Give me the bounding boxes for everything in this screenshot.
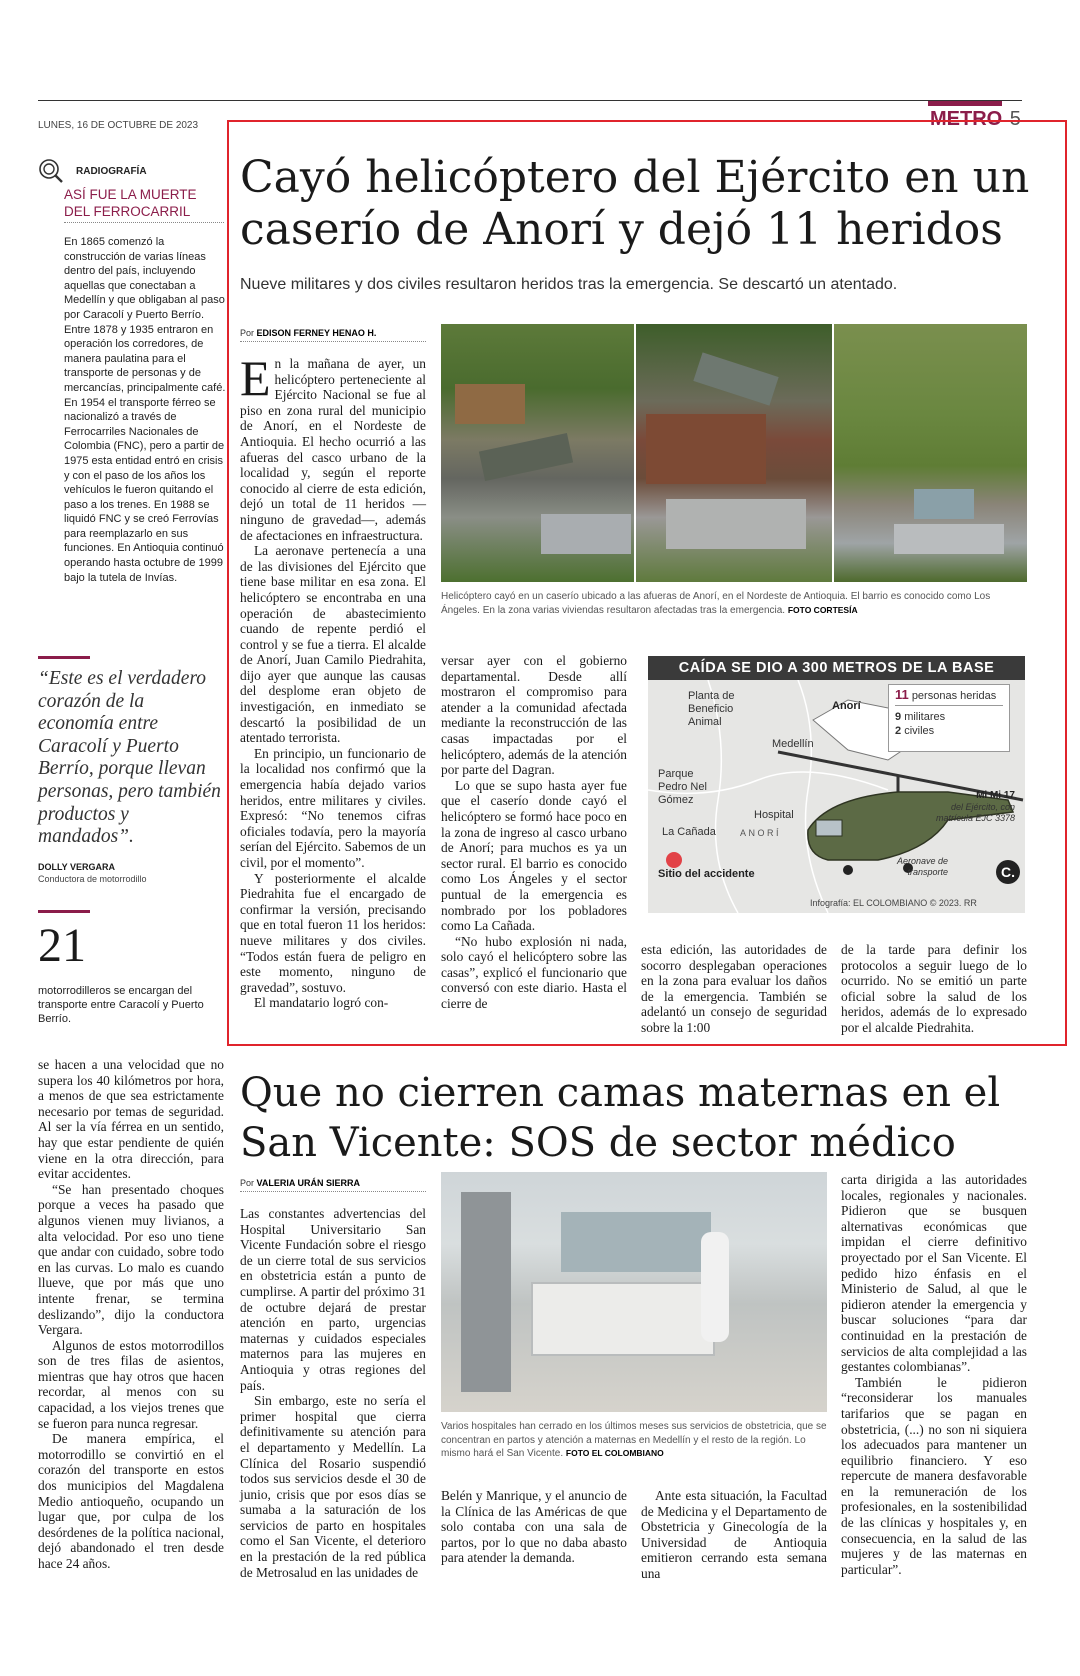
col1-p5: El mandatario logró con- bbox=[254, 995, 389, 1011]
label-anori: Anorí bbox=[832, 700, 861, 712]
label-hospital: Hospital bbox=[754, 809, 794, 821]
col2-p1: versar ayer con el gobierno departamental. Desde allí mostraron el compromiso para atender a la comunidad afectada mediante la reconstrucción de las casas impactadas por el helicóptero, además de la atención por parte del Dagran. bbox=[441, 653, 627, 778]
article2-col1 bbox=[240, 1206, 426, 1580]
photo2-credit: FOTO EL COLOMBIANO bbox=[565, 1448, 664, 1458]
aircraft-desc: del Ejército, con matrícula EJC 3378 bbox=[935, 802, 1015, 823]
civil-row bbox=[895, 725, 934, 737]
newspaper-logo: C. bbox=[996, 860, 1020, 884]
col1-p1: n la mañana de ayer, un helicóptero perteneciente al Ejército Nacional se fue al piso en zona rural del municipio de Anorí, en el Nordeste de Antioquia. El hecho ocurrió a las afueras del casco urbano de la localidad y, según el reporte conocido al cierre de esta edición, dejó un total de 11 heridos —ninguno de gravedad—, además de afectaciones en infraestructura. bbox=[240, 356, 426, 543]
label-planta: Planta de Beneficio Animal bbox=[688, 690, 735, 728]
byline-name: EDISON FERNEY HENAO H. bbox=[256, 328, 377, 338]
label-site: Sitio del accidente bbox=[658, 868, 755, 880]
continuation-p4: De manera empírica, el motorrodillo se convirtió en el corazón del transporte en estos dos municipios del Magdalena Medio antioqueño, ocupando un lugar que, por culpa de los desórdenes de la política nacional, dejó abandonado el tren desde hace 24 años. bbox=[38, 1431, 224, 1571]
article2-col2 bbox=[441, 1488, 627, 1566]
infographic-title: CAÍDA SE DIO A 300 METROS DE LA BASE bbox=[648, 656, 1025, 680]
continuation-p1: se hacen a una velocidad que no supera los 40 kilómetros por hora, a menos de que sea estrictamente necesario por temas de seguridad. Al ser la vía férrea en un sentido, hay que estar pendiente de quién viene en la otra dirección, para evitar accidentes. bbox=[38, 1057, 224, 1182]
label-canada: La Cañada bbox=[662, 826, 716, 838]
byline-prefix: Por bbox=[240, 328, 255, 338]
label-medellin: Medellín bbox=[772, 738, 814, 750]
quote-role: Conductora de motorrodillo bbox=[38, 874, 147, 884]
stat-text: motorrodilleros se encargan del transporte entre Caracolí y Puerto Berrío. bbox=[38, 985, 204, 1025]
helicopter-photo-left bbox=[441, 324, 634, 582]
article2-col3 bbox=[641, 1488, 827, 1582]
photo-caption-text: Helicóptero cayó en un caserío ubicado a las afueras de Anorí, en el Nordeste de Antioquia. El barrio es conocido como Los Ángeles. En la zona varias viviendas resultaron afectadas tras la emergencia. bbox=[441, 591, 991, 616]
helicopter-photo-center bbox=[636, 324, 832, 582]
col2-p3: “No hubo explosión ni nada, solo cayó el helicóptero sobre las casas”, explicó el funcionario que conversó con este diario. Hasta el cierre de bbox=[441, 933, 627, 1012]
accident-site-marker bbox=[666, 852, 682, 868]
photo2-caption-text: Varios hospitales han cerrado en los últimos meses sus servicios de obstetricia, que se concentran en partos y atención a maternas en Medellín y el resto de la región. Lo mismo hará el San Vicente. bbox=[441, 1421, 827, 1459]
hospital-photo bbox=[441, 1172, 827, 1412]
col2-p2: Lo que se supo hasta ayer fue que el caserío donde cayó el helicóptero se formó hace poco en la zona de ingreso al casco urbano de Anorí; para muchos es ya un sector rural. El barrio es conocido como Los Ángeles y el sector puntual de la emergencia es nombrado por los pobladores como La Cañada. bbox=[441, 777, 627, 934]
col1-p4: Y posteriormente el alcalde Piedrahita fue el encargado de confirmar la versión, precisando que en total fueron 11 los heridos: nueve militares y dos civiles. “Todos están fuera de peligro en este momento, ninguno de gravedad”, sostuvo. bbox=[240, 870, 426, 995]
article1-photo-caption bbox=[441, 590, 1027, 617]
injured-label: personas heridas bbox=[911, 690, 997, 702]
sidebar bbox=[38, 158, 224, 585]
col3-text: esta edición, las autoridades de socorro desplegaban operaciones en la zona para evaluar los daños de la emergencia. También se adelantó un consejo de seguridad sobre la 1:00 bbox=[641, 942, 827, 1035]
a2-col2-text: Belén y Manrique, y el anuncio de la Clínica de las Américas de que solo contaba con una sala de partos, por lo que no daba abasto para atender la demanda. bbox=[441, 1488, 627, 1566]
col1-p3: En principio, un funcionario de la localidad nos confirmó que la emergencia había dejado varios heridos, entre militares y civiles. Expresó: “No tenemos cifras oficiales todavía, pero la mayoría serían del Ejército. Sabemos de un civil, por el momento”. bbox=[240, 745, 426, 870]
article1-headline: Cayó helicóptero del Ejército en un caserío de Anorí y dejó 11 heridos bbox=[240, 152, 1030, 255]
article1-col1 bbox=[240, 350, 426, 1011]
magnifier-icon bbox=[38, 158, 64, 184]
quote-rule bbox=[38, 656, 90, 659]
byline2-name: VALERIA URÁN SIERRA bbox=[256, 1178, 361, 1188]
article1-col2 bbox=[441, 653, 627, 1012]
col4-text: de la tarde para definir los protocolos a seguir luego de lo ocurrido. No se emitió un parte oficial sobre la salud de los heridos, además de lo expresado por el alcalde Piedrahita. bbox=[841, 942, 1027, 1035]
helicopter-photo-right bbox=[834, 324, 1027, 582]
article1-byline bbox=[240, 328, 376, 338]
article2-headline: Que no cierren camas maternas en el San Vicente: SOS de sector médico bbox=[240, 1070, 1001, 1166]
article1-subhead: Nueve militares y dos civiles resultaron heridos tras la emergencia. Se descartó un atentado. bbox=[240, 276, 898, 293]
civil-label: civiles bbox=[904, 725, 935, 737]
article1-col4 bbox=[841, 942, 1027, 1036]
section-label-bar bbox=[928, 101, 1002, 106]
sidebar-body: En 1865 comenzó la construcción de varias líneas dentro del país, incluyendo aquellas que conectaban a Medellín y que obligaban al paso por Caracolí y Puerto Berrío. Entre 1878 y 1935 entraron en operación los corredores, de manera paulatina para el transporte de personas y de mercancías, principalmente café. En 1954 el transporte férreo se nacionalizó a través de Ferrocarriles Nacionales de Colombia (FNC), pero a partir de 1975 esta entidad entró en crisis y con el paso de los años los vehículos le fueron quitando el paso a los trenes. En 1988 se liquidó FNC y se creó Ferrovías para reemplazarlo en sus funciones. En Antioquia continuó operando hasta octubre de 1999 bajo la tutela de Invías. bbox=[64, 236, 226, 584]
page-number: 5 bbox=[1009, 108, 1021, 130]
photo-credit: FOTO CORTESÍA bbox=[787, 604, 858, 615]
header-rule bbox=[38, 100, 1022, 101]
sidebar-tag: RADIOGRAFÍA bbox=[76, 166, 147, 177]
a2-col3-text: Ante esta situación, la Facultad de Medicina y el Departamento de Obstetricia y Ginecología de la Universidad de Antioquia emitieron cerrando esta semana una bbox=[641, 1488, 827, 1581]
injured-divider bbox=[895, 705, 1003, 706]
pull-quote: “Este es el verdadero corazón de la economía entre Caracolí y Puerto Berrío, porque llevan personas, pero también productos y mandados”. bbox=[38, 668, 221, 848]
a2-col4-p1: carta dirigida a las autoridades locales, regionales y nacionales. Pidieron que se busquen alternativas económicas que impidan el cierre definitivo proyectado por el San Vicente. El pedido hizo énfasis en el Ministerio de Salud, al que le pidieron atender la emergencia y buscar soluciones “para dar continuidad en la prestación de servicios de alta complejidad a las gestantes colombianas”. bbox=[841, 1172, 1027, 1375]
header-date: LUNES, 16 DE OCTUBRE DE 2023 bbox=[38, 120, 199, 131]
label-parque: Parque Pedro Nel Gómez bbox=[658, 768, 707, 806]
injured-number: 11 bbox=[895, 687, 909, 702]
civil-number: 2 bbox=[895, 725, 902, 737]
article2-col4 bbox=[841, 1172, 1027, 1577]
col1-p2: La aeronave pertenecía a una de las divisiones del Ejército que tiene base militar en esa zona. El helicóptero se encontraba en una operación de abastecimiento cuando de repente perdió el control y se fue a tierra. El alcalde de Anorí, Juan Camilo Piedrahita, dijo ayer que aunque las causas del desplome eran objeto de investigación, en inmediato se descartó la posibilidad de un atentado terrorista. bbox=[240, 543, 426, 746]
radiografia-header bbox=[38, 158, 224, 184]
label-anori-town: ANORÍ bbox=[740, 828, 782, 838]
infographic bbox=[648, 656, 1025, 913]
military-row bbox=[895, 711, 945, 723]
a2-col1-p1: Las constantes advertencias del Hospital Universitario San Vicente Fundación sobre el riesgo de un cierre total de sus servicios en obstetricia están a punto de cumplirse. A partir del próximo 31 de octubre dejará de prestar atención en parto, urgencias maternas y cuidados especiales maternos para las mujeres en Antioquia y otras regiones del país. bbox=[240, 1206, 426, 1393]
continuation-p3: Algunos de estos motorrodillos son de tres filas de asientos, mientras que hay otros que hacen recordar, al menos con su capacidad, a los viejos trenes que se fueron para nunca regresar. bbox=[38, 1337, 224, 1431]
injured-box bbox=[888, 684, 1010, 752]
sidebar-continuation bbox=[38, 1057, 224, 1572]
military-number: 9 bbox=[895, 711, 902, 723]
military-label: militares bbox=[904, 711, 946, 723]
infographic-credit: Infografía: EL COLOMBIANO © 2023. RR bbox=[810, 898, 977, 908]
a2-col1-p2: Sin embargo, este no sería el primer hospital que cierra definitivamente su atención para el departamento y Medellín. La Clínica del Rosario suspendió todos sus servicios desde el 30 de junio, crisis que por esos días se sumaba a la saturación de los servicios de parto en hospitales como el San Vicente, el deterioro en la prestación de la red pública de Metrosalud en las unidades de bbox=[240, 1393, 426, 1580]
continuation-p2: “Se han presentado choques porque a veces ha pasado que algunos vienen muy livianos, a alta velocidad. Por eso uno tiene que andar con cuidado, sobre todo en las curvas. Lo malo es cuando llueve, que por más que uno intente frenar, se termina deslizando”, dijo la conductora Vergara. bbox=[38, 1181, 224, 1338]
byline2-rule bbox=[240, 1191, 426, 1192]
sidebar-title: ASÍ FUE LA MUERTE DEL FERROCARRIL bbox=[64, 186, 224, 223]
stat-number: 21 bbox=[38, 919, 86, 972]
article2-photo-caption bbox=[441, 1420, 827, 1461]
section-name: METRO bbox=[930, 108, 1003, 130]
stat-rule bbox=[38, 910, 90, 913]
aircraft-name: Mi Mi 17 bbox=[976, 790, 1015, 801]
article2-byline bbox=[240, 1178, 360, 1188]
byline2-prefix: Por bbox=[240, 1178, 255, 1188]
byline-rule bbox=[240, 341, 426, 342]
quote-author: DOLLY VERGARA bbox=[38, 862, 116, 872]
injured-row bbox=[895, 687, 996, 702]
dropcap: E bbox=[240, 350, 271, 406]
article1-col3 bbox=[641, 942, 827, 1036]
a2-col4-p2: También le pidieron “reconsiderar los manuales tarifarios que se pagan en obstetricia, (...) no son ni siquiera los adecuados para mantener un equilibrio financiero. Y eso repercute de manera desfavorable en la remuneración de los profesionales, en la sostenibilidad de las clínicas y hospitales y, en consecuencia, en la salud de las mujeres y de las maternas en particular”. bbox=[841, 1374, 1027, 1577]
aircraft-type: Aeronave de transporte bbox=[896, 856, 948, 877]
